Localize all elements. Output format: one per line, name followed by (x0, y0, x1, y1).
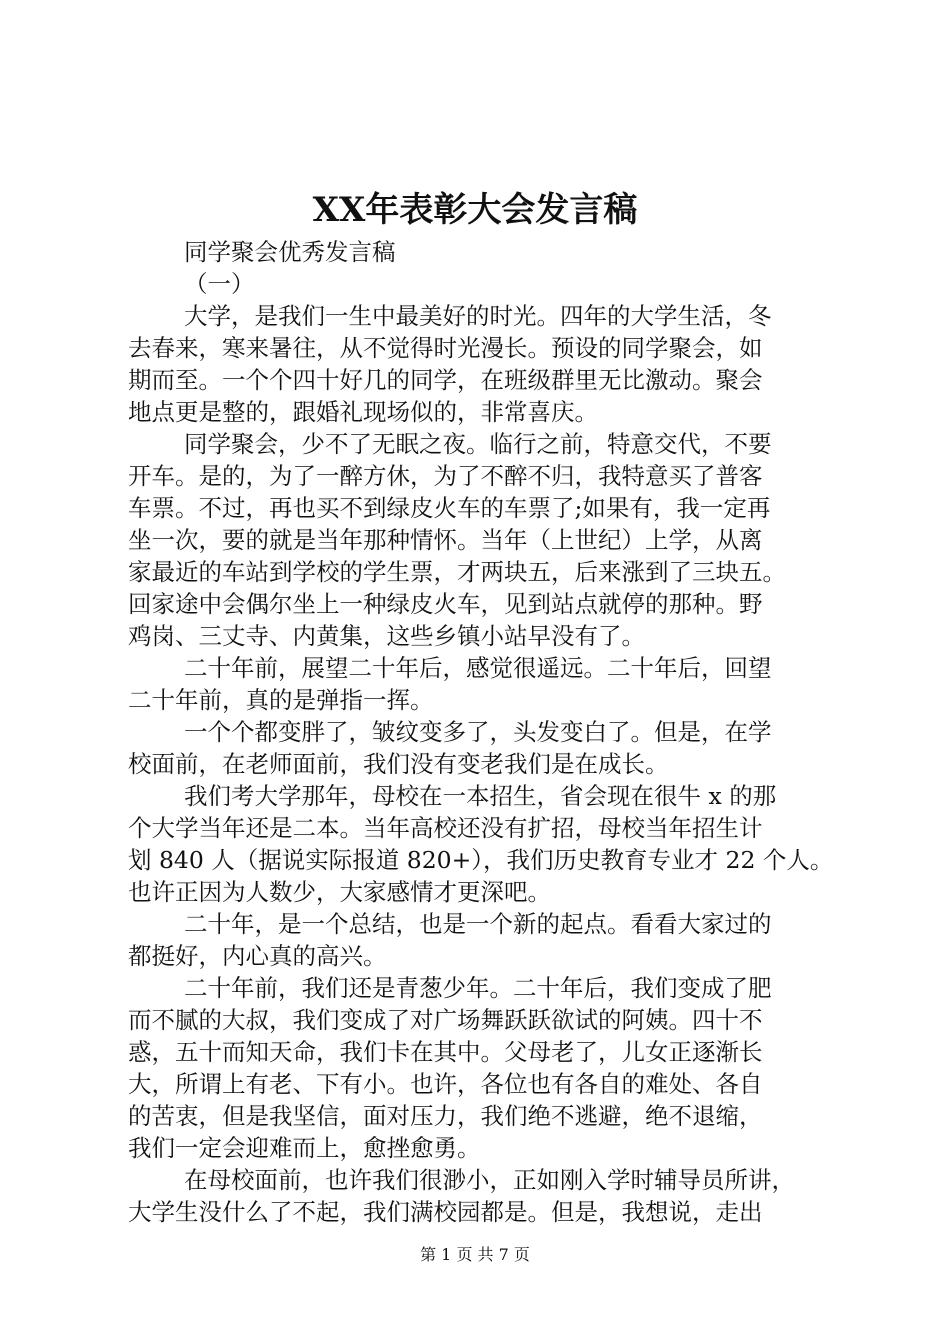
document-body (128, 236, 834, 1228)
body-text-line: 我们考大学那年，母校在一本招生，省会现在很牛 x 的那 (184, 782, 777, 810)
body-text-line: 同学聚会，少不了无眠之夜。临行之前，特意交代，不要 (184, 430, 772, 458)
body-text-line: 二十年前，真的是弹指一挥。 (128, 686, 434, 714)
body-text-line: 大，所谓上有老、下有小。也许，各位也有各自的难处、各自 (128, 1070, 763, 1098)
page-title: XX年表彰大会发言稿 (312, 190, 638, 230)
body-text-line: （一） (184, 270, 255, 298)
page-footer: 第 1 页 共 7 页 (420, 1245, 530, 1264)
body-text-line: 大学生没什么了不起，我们满校园都是。但是，我想说，走出 (128, 1198, 763, 1226)
body-text-line: 都挺好，内心真的高兴。 (128, 942, 387, 970)
body-text-line: 去春来，寒来暑往，从不觉得时光漫长。预设的同学聚会，如 (128, 334, 763, 362)
body-text-line: 也许正因为人数少，大家感情才更深吧。 (128, 878, 551, 906)
body-text-line: 我们一定会迎难而上，愈挫愈勇。 (128, 1134, 481, 1162)
body-text-line: 划 840 人（据说实际报道 820+），我们历史教育专业才 22 个人。 (128, 846, 834, 874)
body-text-line: 惑，五十而知天命，我们卡在其中。父母老了，儿女正逐渐长 (128, 1038, 763, 1066)
body-text-line: 而不腻的大叔，我们变成了对广场舞跃跃欲试的阿姨。四十不 (128, 1006, 763, 1034)
body-text-line: 同学聚会优秀发言稿 (184, 238, 396, 266)
body-text-line: 回家途中会偶尔坐上一种绿皮火车，见到站点就停的那种。野 (128, 590, 763, 618)
body-text-line: 家最近的车站到学校的学生票，才两块五，后来涨到了三块五。 (128, 558, 786, 586)
body-text-line: 开车。是的，为了一醉方休，为了不醉不归，我特意买了普客 (128, 462, 763, 490)
body-text-line: 期而至。一个个四十好几的同学，在班级群里无比激动。聚会 (128, 366, 763, 394)
body-text-line: 的苦衷，但是我坚信，面对压力，我们绝不逃避，绝不退缩， (128, 1102, 763, 1130)
body-text-line: 车票。不过，再也买不到绿皮火车的车票了;如果有，我一定再 (128, 494, 771, 522)
body-text-line: 校面前，在老师面前，我们没有变老我们是在成长。 (128, 750, 669, 778)
body-text-line: 鸡岗、三丈寺、内黄集，这些乡镇小站早没有了。 (128, 622, 645, 650)
body-text-line: 二十年，是一个总结，也是一个新的起点。看看大家过的 (184, 910, 772, 938)
body-text-line: 二十年前，我们还是青葱少年。二十年后，我们变成了肥 (184, 974, 772, 1002)
body-text-line: 在母校面前，也许我们很渺小，正如刚入学时辅导员所讲， (184, 1166, 795, 1194)
body-text-line: 坐一次，要的就是当年那种情怀。当年（上世纪）上学，从离 (128, 526, 763, 554)
body-text-line: 大学，是我们一生中最美好的时光。四年的大学生活，冬 (184, 302, 772, 330)
body-text-line: 一个个都变胖了，皱纹变多了，头发变白了。但是，在学 (184, 718, 772, 746)
body-text-line: 地点更是整的，跟婚礼现场似的，非常喜庆。 (128, 398, 598, 426)
body-text-line: 个大学当年还是二本。当年高校还没有扩招，母校当年招生计 (128, 814, 763, 842)
body-text-line: 二十年前，展望二十年后，感觉很遥远。二十年后，回望 (184, 654, 772, 682)
